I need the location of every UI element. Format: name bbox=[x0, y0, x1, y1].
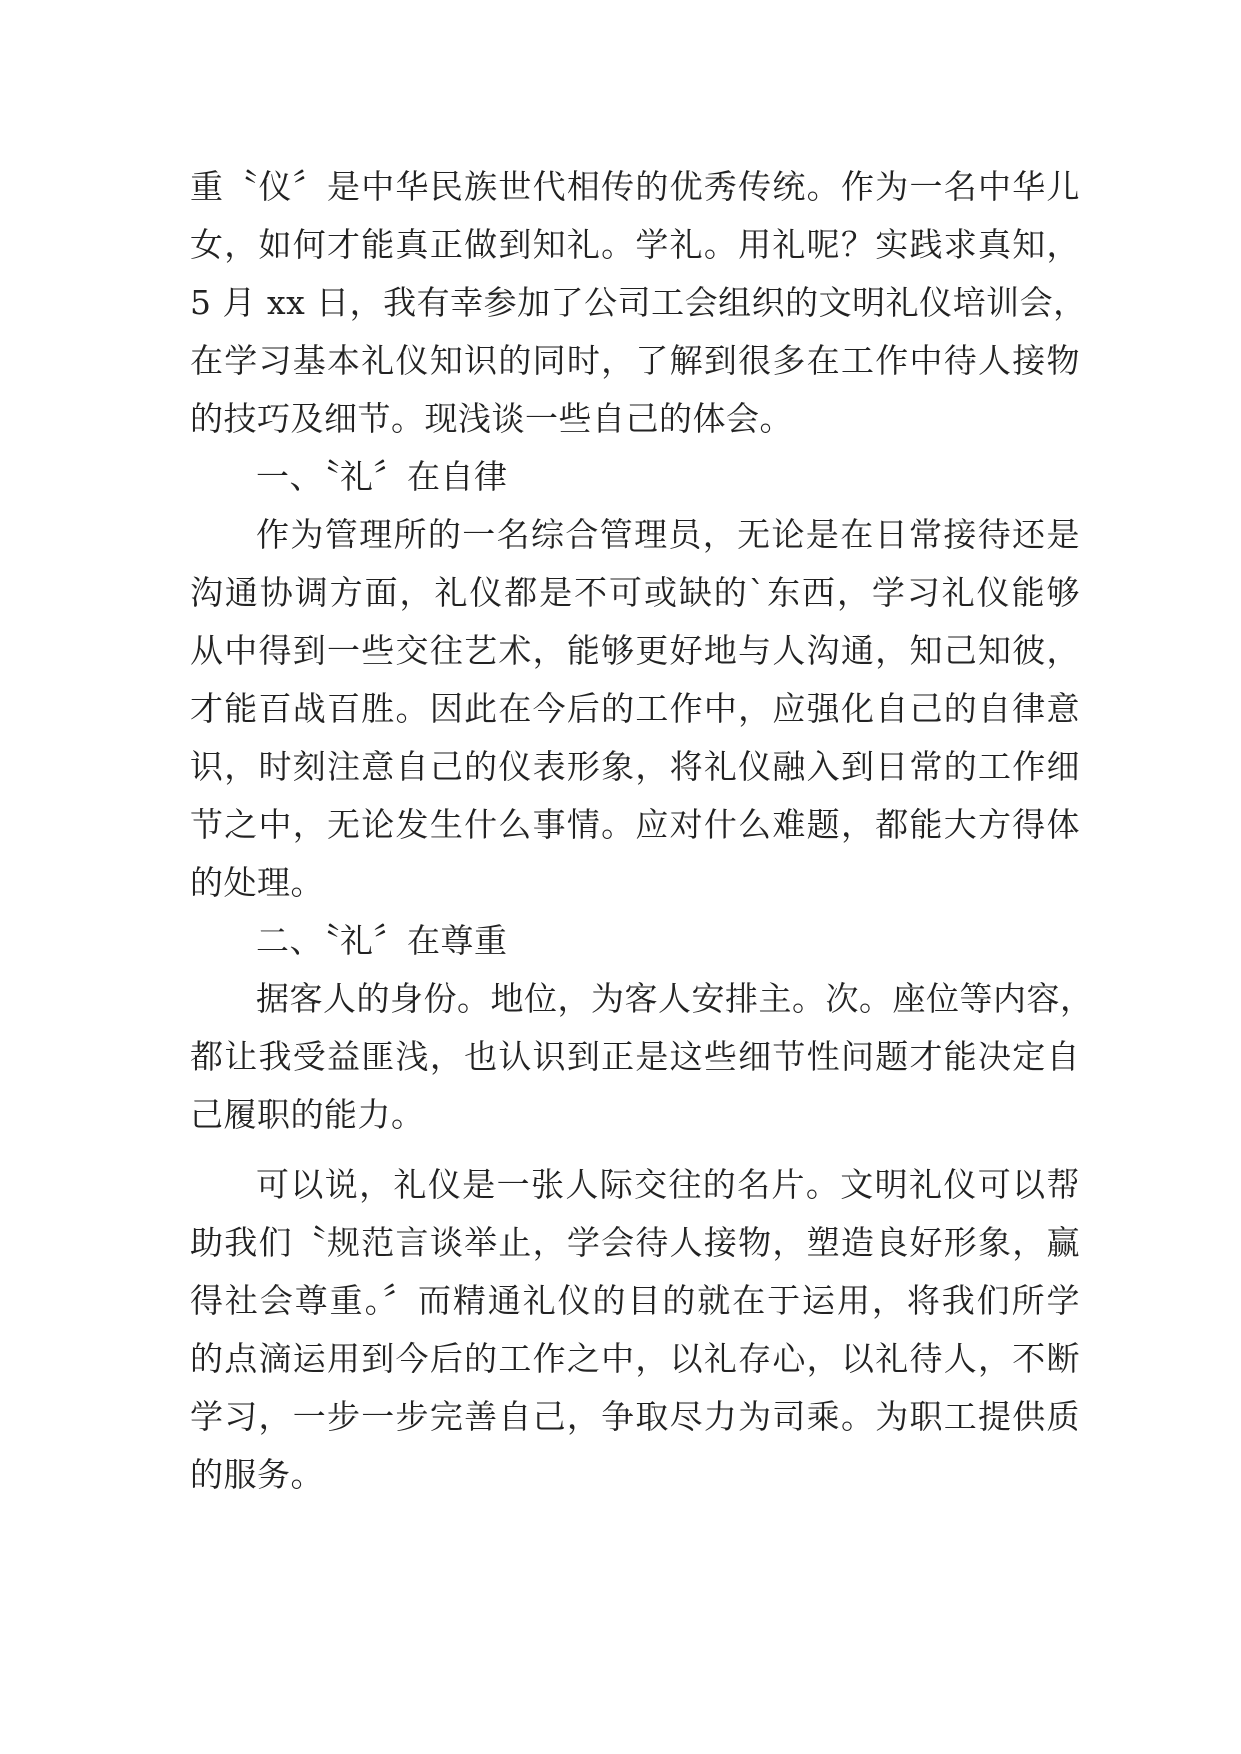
paragraph-line: 作为管理所的一名综合管理员，无论是在日常接待还是 bbox=[256, 515, 1080, 554]
document-body bbox=[190, 158, 1094, 1504]
paragraph-line: 的点滴运用到今后的工作之中，以礼存心，以礼待人，不断 bbox=[190, 1339, 1080, 1378]
paragraph-line: 在学习基本礼仪知识的同时，了解到很多在工作中待人接物 bbox=[190, 341, 1080, 380]
paragraph-line: 5 月 xx 日，我有幸参加了公司工会组织的文明礼仪培训会， bbox=[190, 283, 1087, 322]
paragraph-line: 助我们〝规范言谈举止，学会待人接物，塑造良好形象，赢 bbox=[190, 1223, 1080, 1262]
paragraph-line: 得社会尊重。〞而精通礼仪的目的就在于运用，将我们所学 bbox=[190, 1281, 1080, 1320]
paragraph-line: 学习，一步一步完善自己，争取尽力为司乘。为职工提供质 bbox=[190, 1397, 1080, 1436]
paragraph-line: 沟通协调方面，礼仪都是不可或缺的`东西，学习礼仪能够 bbox=[190, 573, 1080, 612]
paragraph-line: 可以说，礼仪是一张人际交往的名片。文明礼仪可以帮 bbox=[256, 1165, 1080, 1204]
paragraph-line: 从中得到一些交往艺术，能够更好地与人沟通，知己知彼， bbox=[190, 631, 1080, 670]
paragraph-line: 的处理。 bbox=[190, 863, 324, 902]
paragraph-line: 节之中，无论发生什么事情。应对什么难题，都能大方得体 bbox=[190, 805, 1080, 844]
section-heading-1: 一、〝礼〞在自律 bbox=[256, 457, 508, 496]
paragraph-line: 才能百战百胜。因此在今后的工作中，应强化自己的自律意 bbox=[190, 689, 1080, 728]
paragraph-line: 识，时刻注意自己的仪表形象，将礼仪融入到日常的工作细 bbox=[190, 747, 1080, 786]
paragraph-line: 都让我受益匪浅，也认识到正是这些细节性问题才能决定自 bbox=[190, 1037, 1080, 1076]
paragraph-line: 己履职的能力。 bbox=[190, 1095, 425, 1134]
paragraph-line: 的技巧及细节。现浅谈一些自己的体会。 bbox=[190, 399, 793, 438]
paragraph-line: 的服务。 bbox=[190, 1455, 324, 1494]
section-heading-2: 二、〝礼〞在尊重 bbox=[256, 921, 508, 960]
paragraph-line: 女，如何才能真正做到知礼。学礼。用礼呢？实践求真知， bbox=[190, 225, 1080, 264]
paragraph-line: 据客人的身份。地位，为客人安排主。次。座位等内容， bbox=[256, 979, 1094, 1018]
paragraph-line: 重〝仪〞是中华民族世代相传的优秀传统。作为一名中华儿 bbox=[190, 167, 1080, 206]
